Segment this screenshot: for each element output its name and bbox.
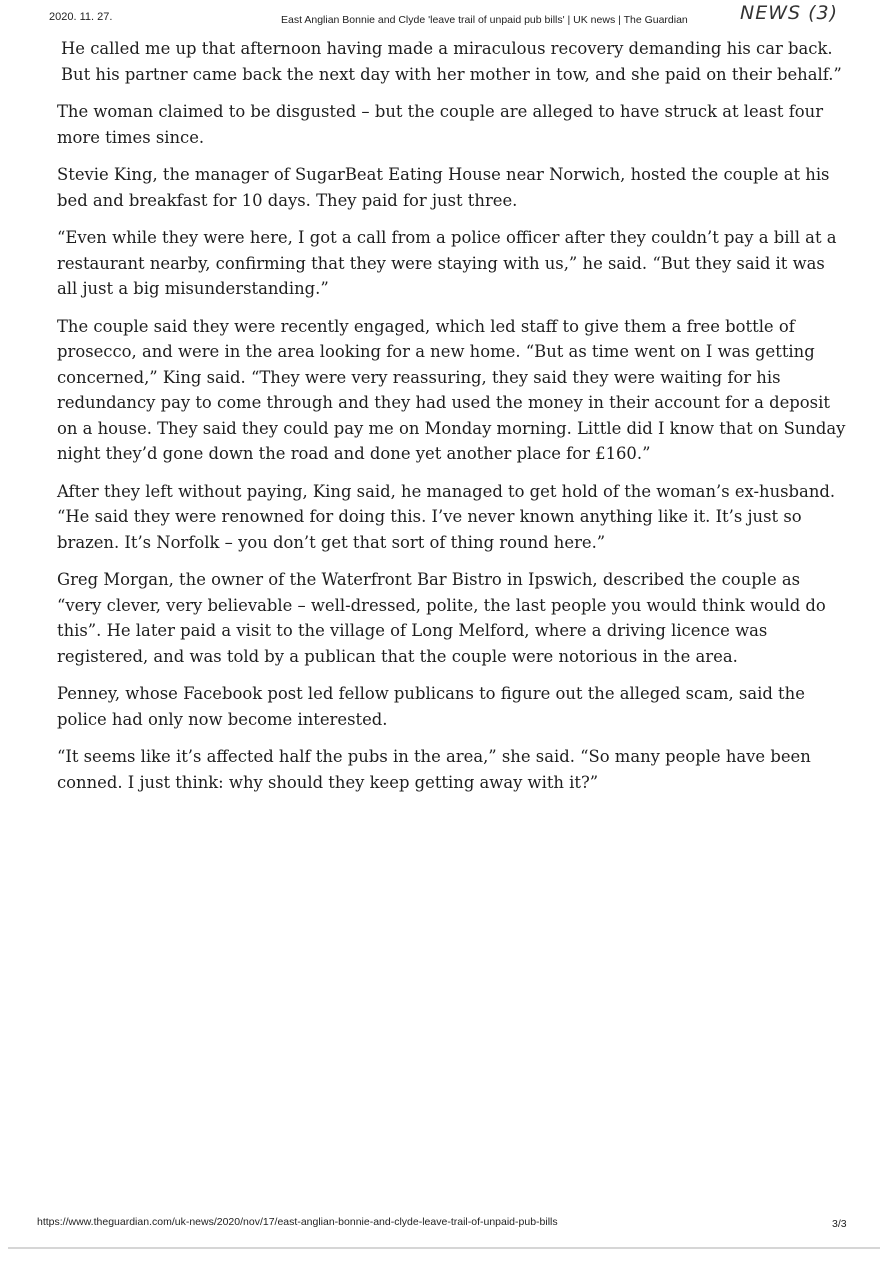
article-paragraph: He called me up that afternoon having made a miraculous recovery demanding his car back. But his partner came back the next day with her mother in tow, and she paid on their behalf.” (61, 39, 842, 84)
print-header (0, 0, 893, 40)
article-body (57, 36, 847, 807)
article-paragraph: The couple said they were recently engaged, which led staff to give them a free bottle of prosecco, and were in the area looking for a new home. “But as time went on I was getting concerned,” King said. “They were very reassuring, they said they were waiting for his redundancy pay to come through and they had used the money in their account for a deposit on a house. They said they could pay me on Monday morning. Little did I know that on Sunday night they’d gone down the road and done yet another place for £160.” (57, 316, 846, 463)
handwritten-note: NEWS (3) (740, 2, 839, 24)
article-paragraph: “Even while they were here, I got a call from a police officer after they couldn’t pay a bill at a restaurant nearby, confirming that they were staying with us,” he said. “But they said it was all just a big misunderstanding.” (57, 228, 837, 298)
page-title: East Anglian Bonnie and Clyde 'leave trail of unpaid pub bills' | UK news | The Guardian (281, 14, 688, 26)
scan-edge-divider (8, 1247, 880, 1249)
article-paragraph: “It seems like it’s affected half the pubs in the area,” she said. “So many people have been conned. I just think: why should they keep getting away with it?” (57, 747, 811, 792)
article-paragraph: Stevie King, the manager of SugarBeat Eating House near Norwich, hosted the couple at his bed and breakfast for 10 days. They paid for just three. (57, 165, 830, 210)
page-number: 3/3 (832, 1218, 847, 1230)
article-paragraph: The woman claimed to be disgusted – but the couple are alleged to have struck at least four more times since. (57, 102, 824, 147)
article-paragraph: Greg Morgan, the owner of the Waterfront Bar Bistro in Ipswich, described the couple as “very clever, very believable – well-dressed, polite, the last people you would think would do this”. He later paid a visit to the village of Long Melford, where a driving licence was registered, and was told by a publican that the couple were notorious in the area. (57, 570, 826, 666)
print-date: 2020. 11. 27. (49, 11, 113, 23)
source-url: https://www.theguardian.com/uk-news/2020/nov/17/east-anglian-bonnie-and-clyde-leave-trail-of-unpaid-pub-bills (37, 1216, 558, 1228)
article-paragraph: Penney, whose Facebook post led fellow publicans to figure out the alleged scam, said the police had only now become interested. (57, 684, 805, 729)
print-footer (0, 1210, 893, 1250)
article-paragraph: After they left without paying, King said, he managed to get hold of the woman’s ex-husband. “He said they were renowned for doing this. I’ve never known anything like it. It’s just so brazen. It’s Norfolk – you don’t get that sort of thing round here.” (57, 481, 836, 552)
